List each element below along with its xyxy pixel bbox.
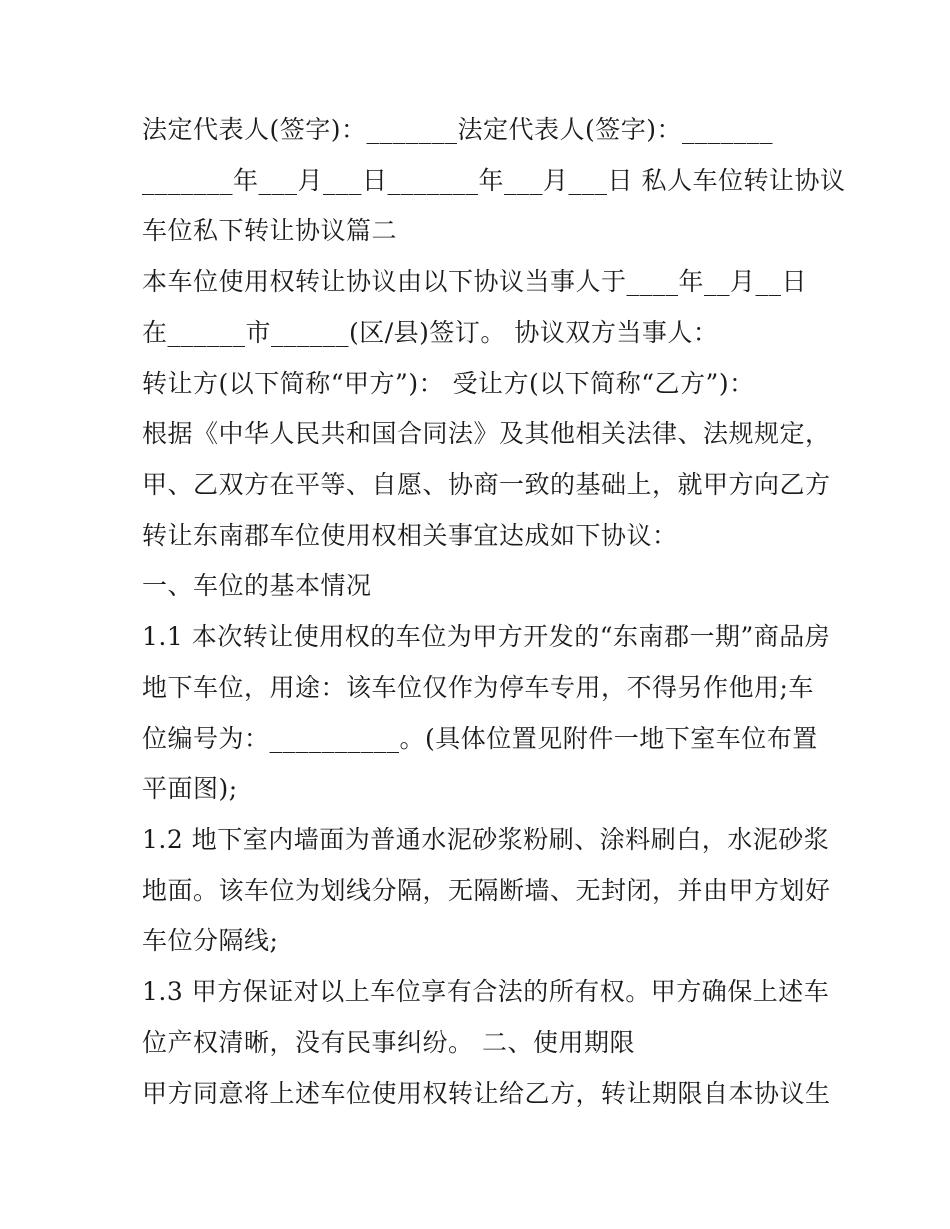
text-line: 位编号为：__________。(具体位置见附件一地下室车位布置 <box>142 724 818 753</box>
text-line: 甲、乙双方在平等、自愿、协商一致的基础上，就甲方向乙方 <box>142 470 831 499</box>
text-line: 地下车位，用途：该车位仅作为停车专用，不得另作他用;车 <box>142 673 814 702</box>
section-heading: 车位私下转让协议篇二 <box>142 216 398 245</box>
text-line: 平面图); <box>142 774 238 803</box>
text-line: 根据《中华人民共和国合同法》及其他相关法律、法规规定， <box>142 419 831 448</box>
signature-line: 法定代表人(签字)：_______法定代表人(签字)：_______ <box>142 115 774 144</box>
text-line: 转让方(以下简称“甲方”)： 受让方(以下简称“乙方”)： <box>142 369 755 398</box>
text-line: 本车位使用权转让协议由以下协议当事人于____年__月__日 <box>142 267 808 296</box>
text-line: 1.3 甲方保证对以上车位享有合法的所有权。甲方确保上述车 <box>142 977 830 1006</box>
text-line: 车位分隔线; <box>142 926 279 955</box>
section-heading: 一、车位的基本情况 <box>142 571 372 600</box>
text-line: 1.2 地下室内墙面为普通水泥砂浆粉刷、涂料刷白，水泥砂浆 <box>142 825 830 854</box>
text-line: 1.1 本次转让使用权的车位为甲方开发的“东南郡一期”商品房 <box>142 622 831 651</box>
text-line: 地面。该车位为划线分隔，无隔断墙、无封闭，并由甲方划好 <box>142 876 831 905</box>
date-line-and-title: _______年___月___日_______年___月___日 私人车位转让协议 <box>142 166 846 195</box>
text-line: 甲方同意将上述车位使用权转让给乙方，转让期限自本协议生 <box>142 1079 831 1108</box>
text-line: 在______市______(区/县)签订。 协议双方当事人： <box>142 318 719 347</box>
text-line: 转让东南郡车位使用权相关事宜达成如下协议： <box>142 521 678 550</box>
text-line: 位产权清晰，没有民事纠纷。 二、使用期限 <box>142 1028 635 1057</box>
